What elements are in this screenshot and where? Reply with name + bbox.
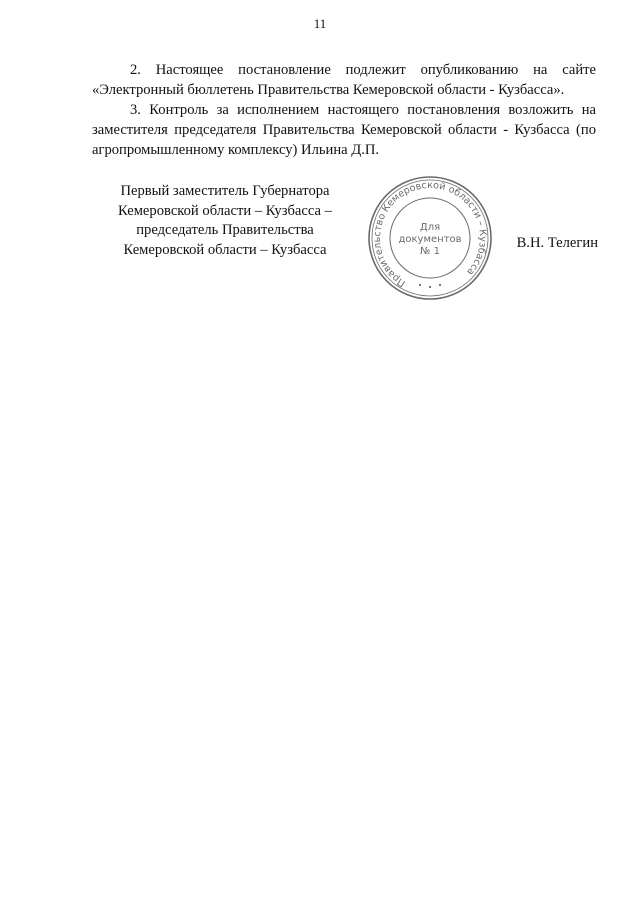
seal-center-line: Для: [419, 222, 441, 233]
position-line: Кемеровской области – Кузбасса –: [118, 202, 332, 219]
seal-center-line: № 1: [420, 246, 440, 257]
seal-graphic: [366, 174, 494, 302]
position-line: председатель Правительства: [136, 222, 314, 238]
paragraph-publication: 2. Настоящее постановление подлежит опубликованию на сайте «Электронный бюллетень Правительства Кемеровской области - Кузбасса».: [92, 62, 596, 98]
signer-name: В.Н. Телегин: [516, 235, 598, 251]
seal-center-line: документов: [398, 234, 462, 245]
position-line: Первый заместитель Губернатора: [120, 183, 330, 199]
position-line: Кемеровской области – Кузбасса: [123, 241, 327, 258]
seal-ring-text: Правительство Кемеровской области – Кузбасса: [371, 179, 489, 289]
official-seal-stamp: [366, 174, 494, 302]
page-number: 11: [313, 16, 327, 31]
signature-position: [92, 182, 358, 260]
paragraph-control: 3. Контроль за исполнением настоящего постановления возложить на заместителя председателя Правительства Кемеровской области - Кузбасса (по агропромышленному комплексу) Ильина Д.П.: [92, 102, 596, 158]
document-body: [92, 60, 596, 160]
